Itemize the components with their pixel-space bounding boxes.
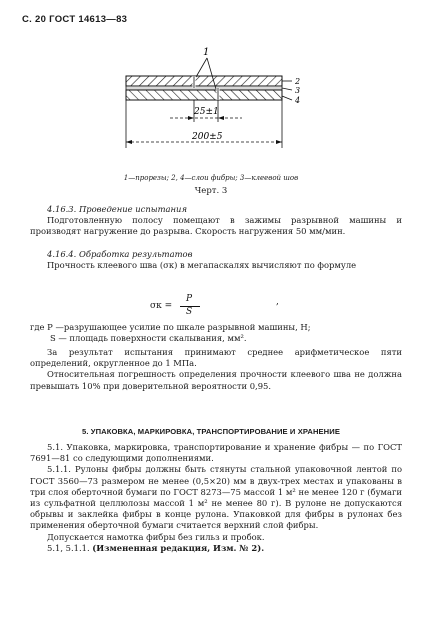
formula-comma: , bbox=[276, 297, 279, 307]
figure-label: Черт. 3 bbox=[194, 186, 228, 196]
section-4-16-3-body: Подготовленную полосу помещают в зажимы разрывной машины и производят нагружение до разрыва. Скорость нагружения 50 мм/мин. bbox=[30, 215, 402, 237]
para-reel: Допускается намотка фибры без гильз и пробок. bbox=[47, 531, 265, 542]
edition-note: (Измененная редакция, Изм. № 2). bbox=[92, 542, 265, 553]
callout-1: 1 bbox=[203, 47, 210, 58]
result-paragraphs bbox=[30, 347, 402, 392]
error-text: Относительная погрешность определения прочности клеевого шва не должна превышать 10% при доверительной вероятности 0,95. bbox=[30, 369, 402, 391]
section-4-16-4-title: 4.16.4. Обработка результатов bbox=[47, 249, 193, 259]
section-4-16-4 bbox=[30, 249, 402, 271]
callout-2: 2 bbox=[295, 77, 301, 86]
dimension-inner-label: 25±1 bbox=[194, 107, 219, 117]
result-text: За результат испытания принимают среднее арифметическое пяти определений, округленное до 1 МПа. bbox=[30, 347, 402, 369]
callout-4: 4 bbox=[295, 96, 301, 105]
section-5-body bbox=[30, 442, 402, 554]
dimension-outer-label: 200±5 bbox=[192, 132, 223, 142]
para-edition-note bbox=[30, 543, 402, 554]
para-5-1: 5.1. Упаковка, маркировка, транспортирование и хранение фибры — по ГОСТ 7691—81 со следующими дополнениями. bbox=[30, 442, 402, 464]
callout-3: 3 bbox=[295, 86, 301, 95]
formula-numerator: P bbox=[186, 294, 193, 304]
figure-caption: 1—прорезы; 2, 4—слои фибры; 3—клеевой шов bbox=[123, 174, 299, 182]
formula-legend bbox=[30, 322, 402, 344]
legend-p: где P —разрушающее усилие по шкале разрывной машины, Н; bbox=[30, 322, 311, 332]
section-4-16-3 bbox=[30, 204, 402, 238]
section-4-16-3-title: 4.16.3. Проведение испытания bbox=[47, 204, 187, 214]
legend-s: S — площадь поверхности скалывания, мм². bbox=[50, 333, 247, 344]
page-header: С. 20 ГОСТ 14613—83 bbox=[22, 14, 128, 25]
formula-denominator: S bbox=[186, 307, 193, 317]
section-5-title: 5. УПАКОВКА, МАРКИРОВКА, ТРАНСПОРТИРОВАНИЕ И ХРАНЕНИЕ bbox=[82, 427, 340, 436]
fiber-layer-bottom bbox=[126, 90, 282, 100]
strength-formula bbox=[150, 294, 290, 318]
glue-seam bbox=[126, 86, 282, 90]
section-4-16-4-body: Прочность клеевого шва (σк) в мегапаскалях вычисляют по формуле bbox=[47, 260, 357, 271]
formula-lhs: σк = bbox=[150, 301, 173, 311]
para-5-1-1: 5.1.1. Рулоны фибры должны быть стянуты стальной упаковочной лентой по ГОСТ 3560—73 размером не менее (0,5×20) мм в двух-трех местах и упакованы в три слоя оберточной бумаги по ГОСТ 8273—75 массой 1 м² не менее 120 г (бумаги из сульфатной целлюлозы массой 1 м² не менее 80 г). В рулоне не допускаются обрывы и заклейка фибры в конце рулона. Упаковкой для фибры в рулонах без применения оберточной бумаги считается верхний слой фибры. bbox=[30, 464, 402, 531]
fiber-layer-top bbox=[126, 76, 282, 86]
edition-prefix: 5.1, 5.1.1. bbox=[47, 542, 90, 553]
